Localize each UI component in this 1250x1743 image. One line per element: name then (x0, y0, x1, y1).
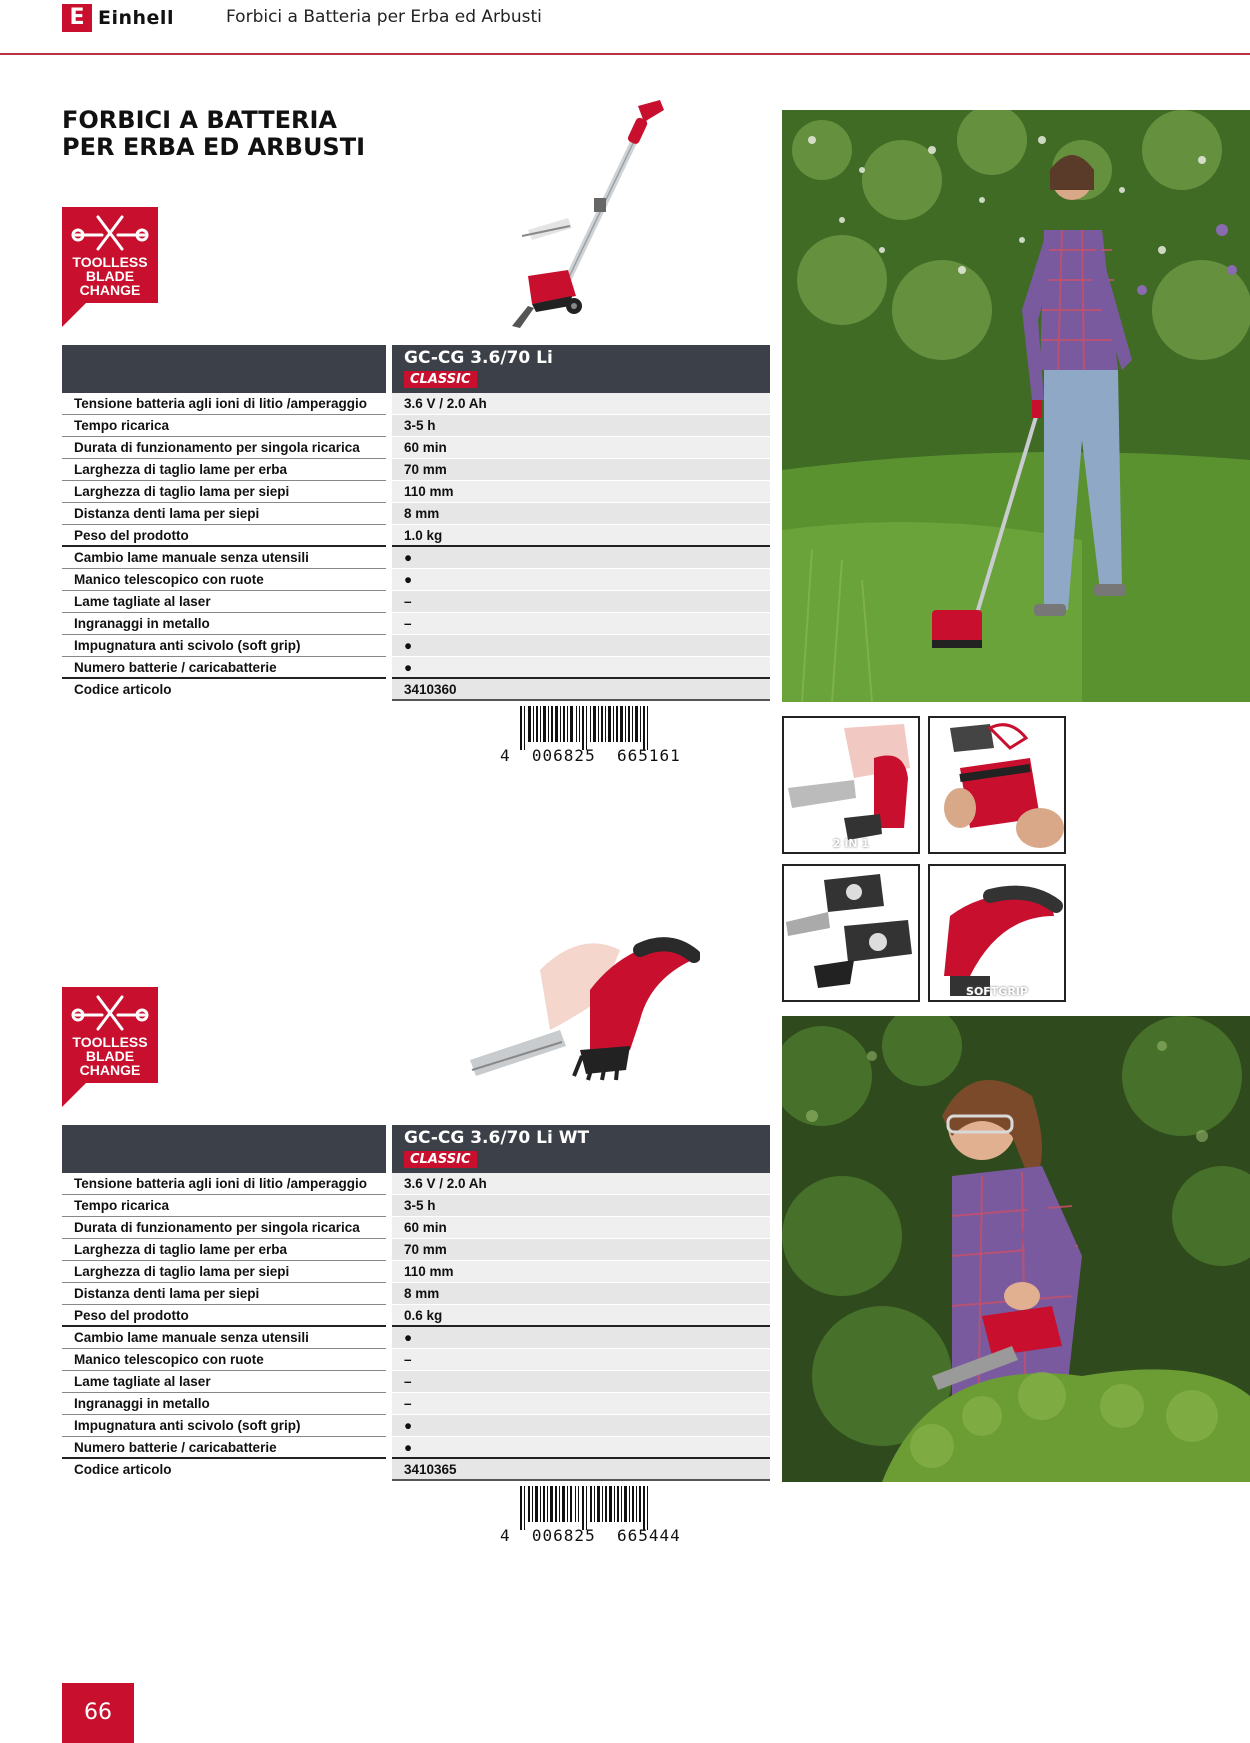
badge-line1: TOOLLESS (72, 254, 148, 270)
barcode-number: 4 006825 665444 (500, 1526, 681, 1545)
spec-row: Larghezza di taglio lame per erba 70 mm (62, 1239, 770, 1261)
lifestyle-photo-telescopic (782, 110, 1250, 702)
spec-row: Codice articolo 3410360 (62, 679, 770, 701)
spec-row: Larghezza di taglio lame per erba 70 mm (62, 459, 770, 481)
brand-name: Einhell (98, 7, 174, 29)
page-title-line1: FORBICI A BATTERIA (62, 106, 338, 134)
page-number: 66 (62, 1683, 134, 1743)
table-header (392, 345, 770, 393)
handheld-shear-image (470, 930, 700, 1090)
spec-row: Distanza denti lama per siepi 8 mm (62, 1283, 770, 1305)
thumb-label-softgrip: SOFTGRIP (966, 985, 1028, 998)
spec-row: Manico telescopico con ruote – (62, 1349, 770, 1371)
header-title: Forbici a Batteria per Erba ed Arbusti (226, 7, 542, 27)
spec-row: Peso del prodotto 0.6 kg (62, 1305, 770, 1327)
telescopic-shear-image (498, 100, 668, 335)
page-title-line2: PER ERBA ED ARBUSTI (62, 133, 366, 161)
spec-row: Durata di funzionamento per singola ricarica 60 min (62, 437, 770, 459)
spec-row: Numero batterie / caricabatterie ● (62, 1437, 770, 1459)
spec-row: Larghezza di taglio lama per siepi 110 mm (62, 481, 770, 503)
crossed-wrench-icon (70, 213, 150, 253)
spec-row: Ingranaggi in metallo – (62, 1393, 770, 1415)
spec-row: Codice articolo 3410365 (62, 1459, 770, 1481)
barcode-product-1 (500, 706, 681, 766)
spec-row: Peso del prodotto 1.0 kg (62, 525, 770, 547)
toolless-blade-change-badge-2 (62, 987, 158, 1107)
spec-row: Distanza denti lama per siepi 8 mm (62, 503, 770, 525)
page-title (62, 107, 462, 161)
model-name: GC-CG 3.6/70 Li WT (404, 1128, 590, 1148)
einhell-logo (62, 4, 196, 32)
thumb-label-2in1: 2 IN 1 (832, 837, 870, 850)
classic-tag: CLASSIC (404, 1151, 477, 1168)
badge-line3: CHANGE (79, 282, 141, 298)
barcode-number: 4 006825 665161 (500, 746, 681, 765)
badge-line2: BLADE (85, 1048, 135, 1064)
badge-line1: TOOLLESS (72, 1034, 148, 1050)
thumb-2in1-image (784, 718, 918, 852)
garden-photo-1 (782, 110, 1250, 702)
model-name: GC-CG 3.6/70 Li (404, 348, 553, 368)
spec-row: Lame tagliate al laser – (62, 1371, 770, 1393)
thumb-blades-image (784, 866, 918, 1000)
spec-row: Numero batterie / caricabatterie ● (62, 657, 770, 679)
thumb-softgrip-image (930, 866, 1064, 1000)
spec-row: Tensione batteria agli ioni di litio /amperaggio 3.6 V / 2.0 Ah (62, 393, 770, 415)
crossed-wrench-icon (70, 993, 150, 1033)
spec-row: Tensione batteria agli ioni di litio /amperaggio 3.6 V / 2.0 Ah (62, 1173, 770, 1195)
spec-row: Manico telescopico con ruote ● (62, 569, 770, 591)
thumbnail-2in1 (782, 716, 920, 854)
spec-row: Cambio lame manuale senza utensili ● (62, 1327, 770, 1349)
badge-line3: CHANGE (79, 1062, 141, 1078)
spec-row: Impugnatura anti scivolo (soft grip) ● (62, 1415, 770, 1437)
badge-line2: BLADE (85, 268, 135, 284)
spec-row: Tempo ricarica 3-5 h (62, 415, 770, 437)
spec-row: Larghezza di taglio lama per siepi 110 mm (62, 1261, 770, 1283)
logo-mark (62, 4, 92, 32)
thumbnail-blades (782, 864, 920, 1002)
table-header (392, 1125, 770, 1173)
logo-letter: E (69, 5, 85, 30)
toolless-blade-change-badge (62, 207, 158, 327)
header-divider (0, 53, 1250, 55)
barcode-product-2 (500, 1486, 681, 1546)
lifestyle-photo-hedge (782, 1016, 1250, 1482)
barcode-bars (500, 1486, 660, 1530)
barcode-bars (500, 706, 660, 750)
spec-row: Lame tagliate al laser – (62, 591, 770, 613)
spec-row: Tempo ricarica 3-5 h (62, 1195, 770, 1217)
spec-row: Cambio lame manuale senza utensili ● (62, 547, 770, 569)
thumbnail-softgrip (928, 864, 1066, 1002)
thumb-blade-change-image (930, 718, 1064, 852)
spec-row: Durata di funzionamento per singola ricarica 60 min (62, 1217, 770, 1239)
thumbnail-blade-change (928, 716, 1066, 854)
page-header (0, 0, 1250, 56)
garden-photo-2 (782, 1016, 1250, 1482)
spec-row: Impugnatura anti scivolo (soft grip) ● (62, 635, 770, 657)
spec-row: Ingranaggi in metallo – (62, 613, 770, 635)
classic-tag: CLASSIC (404, 371, 477, 388)
